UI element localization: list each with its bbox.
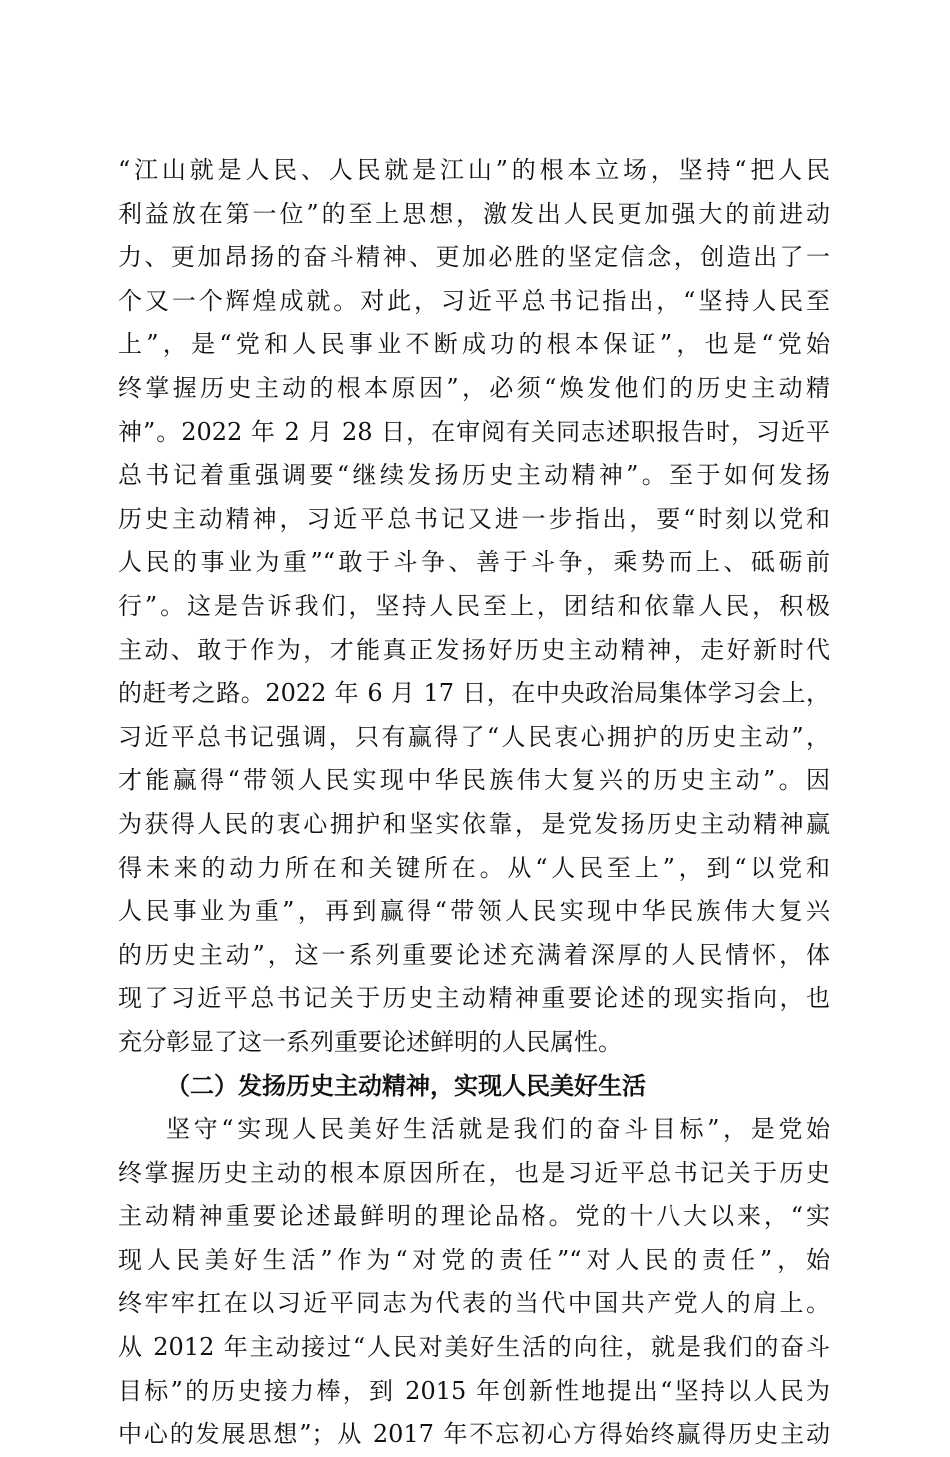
text-line: 人民的事业为重”“敢于斗争、善于斗争，乘势而上、砥砺前	[118, 548, 830, 577]
text-line: 的历史主动”，这一系列重要论述充满着深厚的人民情怀，体	[118, 940, 830, 969]
text-line: 习近平总书记强调，只有赢得了“人民衷心拥护的历史主动”，	[118, 722, 830, 751]
text-line: 行”。这是告诉我们，坚持人民至上，团结和依靠人民，积极	[118, 591, 830, 620]
text-line: 主动精神重要论述最鲜明的理论品格。党的十八大以来，“实	[118, 1202, 830, 1231]
text-line: 才能赢得“带领人民实现中华民族伟大复兴的历史主动”。因	[118, 766, 830, 795]
text-line: 得未来的动力所在和关键所在。从“人民至上”，到“以党和	[118, 853, 830, 882]
text-line: 终掌握历史主动的根本原因所在，也是习近平总书记关于历史	[118, 1158, 830, 1187]
text-line: 充分彰显了这一系列重要论述鲜明的人民属性。	[118, 1027, 622, 1056]
text-line: 利益放在第一位”的至上思想，激发出人民更加强大的前进动	[118, 199, 830, 228]
text-line: 终掌握历史主动的根本原因”，必须“焕发他们的历史主动精	[118, 373, 830, 402]
text-line: 为获得人民的衷心拥护和坚实依靠，是党发扬历史主动精神赢	[118, 809, 830, 838]
text-line: “江山就是人民、人民就是江山”的根本立场，坚持“把人民	[118, 156, 830, 184]
text-line: 从 2012 年主动接过“人民对美好生活的向往，就是我们的奋斗	[118, 1333, 830, 1362]
text-line: 人民事业为重”，再到赢得“带领人民实现中华民族伟大复兴	[118, 897, 830, 926]
text-line: 主动、敢于作为，才能真正发扬好历史主动精神，走好新时代	[118, 635, 830, 664]
text-line: 中心的发展思想”；从 2017 年不忘初心方得始终赢得历史主动	[118, 1420, 830, 1449]
text-line: 个又一个辉煌成就。对此，习近平总书记指出，“坚持人民至	[118, 286, 830, 315]
text-line: 现人民美好生活”作为“对党的责任”“对人民的责任”，始	[118, 1245, 830, 1274]
text-line: 坚守“实现人民美好生活就是我们的奋斗目标”，是党始	[166, 1115, 830, 1144]
text-line: 现了习近平总书记关于历史主动精神重要论述的现实指向，也	[118, 984, 830, 1013]
text-line: 的赶考之路。2022 年 6 月 17 日，在中央政治局集体学习会上，	[118, 679, 830, 708]
document-body	[118, 149, 830, 1457]
text-line: 终牢牢扛在以习近平同志为代表的当代中国共产党人的肩上。	[118, 1289, 830, 1318]
text-line: 上”，是“党和人民事业不断成功的根本保证”，也是“党始	[118, 330, 830, 359]
text-line: 力、更加昂扬的奋斗精神、更加必胜的坚定信念，创造出了一	[118, 243, 830, 272]
section-heading: （二）发扬历史主动精神，实现人民美好生活	[166, 1071, 646, 1101]
text-line: 总书记着重强调要“继续发扬历史主动精神”。至于如何发扬	[118, 461, 830, 490]
text-line: 历史主动精神，习近平总书记又进一步指出，要“时刻以党和	[118, 504, 830, 533]
text-line: 神”。2022 年 2 月 28 日，在审阅有关同志述职报告时，习近平	[118, 417, 830, 446]
text-line: 目标”的历史接力棒，到 2015 年创新性地提出“坚持以人民为	[118, 1376, 830, 1405]
